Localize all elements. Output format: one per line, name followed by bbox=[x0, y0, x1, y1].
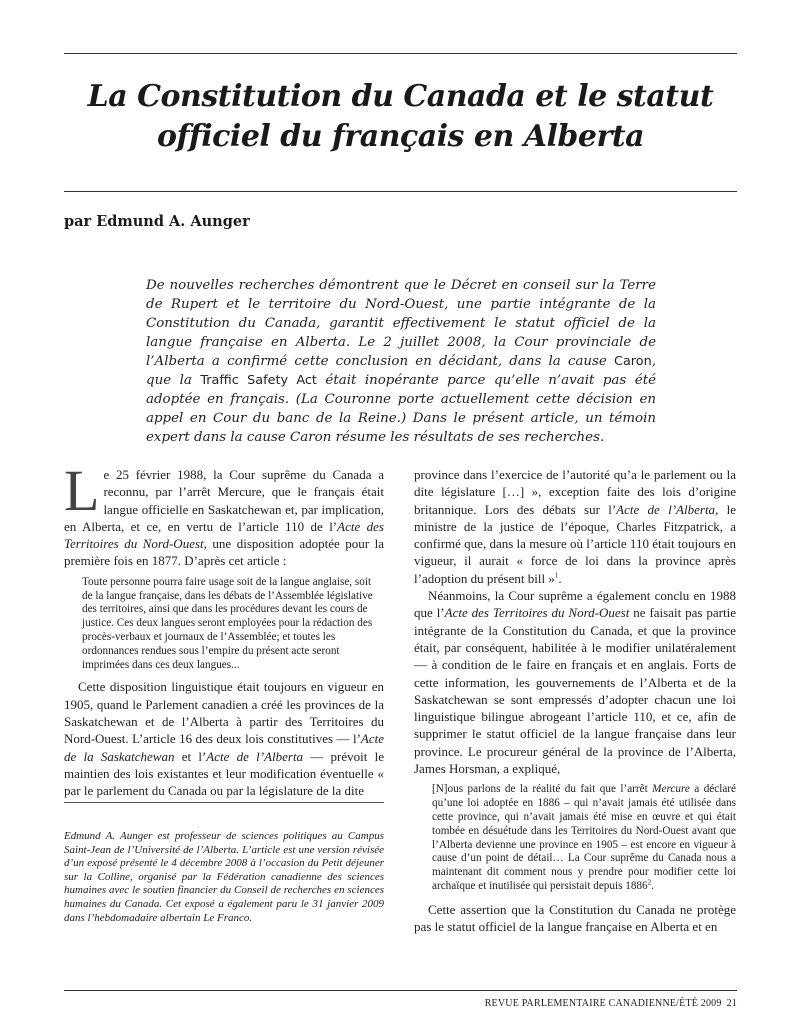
author-bio: Edmund A. Aunger est professeur de sciences politiques au Campus Saint-Jean de l’Université de l’Alberta. L’article est une version révisée d’un exposé présenté le 4 décembre 2008 à l’occasion du Petit déjeuner sur la Colline, organisé par la Fédération canadienne des sciences humaines avec le soutien financier du Conseil de recherches en sciences humaines du Canada. Cet exposé a également paru le 31 janvier 2009 dans l’hebdomadaire albertain Le Franco. bbox=[64, 830, 384, 924]
left-p1-text-b: une disposition adoptée pour la première fois en 1877. D’après cet article : bbox=[64, 536, 385, 569]
abstract-text-1: De nouvelles recherches démontrent que le Décret en conseil sur la Terre de Rupert et le territoire du Nord-Ouest, une partie intégrante de la Constitution du Canada, garantit effectivement le statut officiel de la langue française en Alberta. Le 2 juillet 2008, la Cour provinciale de l’Alberta a confirmé cette conclusion en décidant, dans la cause bbox=[146, 278, 656, 369]
left-column bbox=[64, 458, 385, 799]
abstract-text-3: était inopérante parce qu’elle n’avait pas été adoptée en français. (La Couronne porte actuellement cette décision en appel en Cour du banc de la Reine.) Dans le présent article, un témoin expert dans la cause Caron résume les résultats de ses recherches. bbox=[146, 373, 657, 445]
right-quote-text-b: a déclaré qu’une loi adoptée en 1886 – qui n’avait jamais été utilisée dans cette province, qui n’avait jamais été mise en œuvre et qui était tombée en désuétude dans les Territoires du Nord-Ouest avant que l’Alberta devienne une province en 1905 – est encore en vigueur à cause d’un point de détail… La Cour suprême du Canada nous a maintenant dit comment nous y prendre pour modifier cette loi archaïque et inutilisée qui persistait depuis 1886 bbox=[432, 783, 736, 892]
right-p1-act-title: Acte de l’Alberta bbox=[616, 501, 716, 517]
footer-rule bbox=[64, 990, 737, 991]
right-p2-act-title: Acte des Territoires du Nord-Ouest bbox=[444, 605, 630, 621]
drop-cap: L bbox=[64, 458, 100, 523]
right-p1-end: . bbox=[558, 570, 562, 586]
abstract-act-name: Traffic Safety Act bbox=[200, 373, 317, 388]
right-quote-end: . bbox=[651, 879, 654, 892]
abstract bbox=[146, 276, 656, 447]
right-p2-text-b: ne faisait pas partie intégrante de la Constitution du Canada, et que la province était, par conséquent, habilitée à le modifier unilatéralement — à condition de le faire en français et en anglais. Forts de cette information, les gouvernements de l’Alberta et de la Saskatchewan se sont empressés d’adopter chacun une loi linguistique bilingue abrogeant l’article 110, et ce, afin de supprimer le statut officiel de la langue française dans leur province. Le procureur général de la province de l’Alberta, James Horsman, a expliqué, bbox=[414, 605, 736, 777]
left-p2-text-mid: et l’ bbox=[174, 748, 207, 764]
left-paragraph-2 bbox=[64, 678, 384, 799]
right-p2-text-a: Néanmoins, la Cour suprême a également conclu en 1988 que l’ bbox=[414, 588, 736, 621]
left-block-quote: Toute personne pourra faire usage soit de la langue anglaise, soit de la langue française, dans les débats de l’Assemblée législative des territoires, ainsi que dans les procédures devant les cours de justice. Ces deux langues seront employées pour la rédaction des procès-verbaux et journaux de l’Assemblée; et toutes les ordonnances rendues sous l’empire du présent acte seront imprimées dans ces deux langues... bbox=[82, 575, 373, 671]
left-p1-act-title: Acte des Territoires du Nord-Ouest, bbox=[64, 518, 384, 552]
left-p2-act-alberta: Acte de l’Alberta bbox=[206, 748, 304, 764]
page-footer bbox=[485, 998, 737, 1009]
title-line-2: officiel du français en Alberta bbox=[156, 119, 645, 154]
title-rule bbox=[64, 191, 737, 192]
page-number: 21 bbox=[726, 998, 737, 1009]
right-block-quote bbox=[432, 783, 736, 893]
abstract-case-name: Caron bbox=[614, 354, 652, 369]
journal-name: REVUE PARLEMENTAIRE CANADIENNE/ÉTÉ 2009 bbox=[484, 998, 722, 1009]
right-quote-case: Mercure bbox=[652, 783, 690, 796]
footnote-ref-1: 1 bbox=[554, 571, 559, 580]
byline: par Edmund A. Aunger bbox=[64, 213, 250, 230]
footnote-ref-2: 2 bbox=[647, 878, 652, 887]
right-paragraph-3: Cette assertion que la Constitution du Canada ne protège pas le statut officiel de la langue française en Alberta et en bbox=[414, 901, 736, 935]
footnote-rule bbox=[64, 802, 384, 803]
left-p2-act-saskatchewan: Acte de la Saskatchewan bbox=[64, 731, 384, 764]
top-rule bbox=[64, 53, 737, 54]
article-title bbox=[64, 77, 737, 157]
right-column bbox=[414, 466, 736, 935]
left-p1-text-a: e 25 février 1988, la Cour suprême du Canada a reconnu, par l’arrêt Mercure, que le français était langue officielle en Saskatchewan et, par implication, en Alberta, et ce, en vertu de l’article 110 de l’ bbox=[64, 467, 384, 534]
right-p1-text-a: province dans l’exercice de l’autorité qu’a le parlement ou la dite législature […] », exception faite des lois d’origine britannique. Lors des débats sur l’ bbox=[414, 467, 736, 517]
right-paragraph-2 bbox=[414, 587, 736, 777]
left-paragraph-1 bbox=[64, 458, 385, 570]
left-p2-text-b: — prévoit le maintien des lois existantes et leur modification éventuelle « par le parlement du Canada ou par la législature de la dite bbox=[64, 748, 384, 799]
right-quote-text-a: [N]ous parlons de la réalité du fait que l’arrêt bbox=[432, 783, 653, 796]
left-p2-text-a: Cette disposition linguistique était toujours en vigueur en 1905, quand le Parlement canadien a créé les provinces de la Saskatchewan et de l’Alberta à partir des Territoires du Nord-Ouest. L’article 16 des deux lois constitutives — l’ bbox=[64, 679, 384, 747]
title-line-1: La Constitution du Canada et le statut bbox=[87, 79, 714, 114]
right-p1-text-b: , le ministre de la justice de l’époque, Charles Fitzpatrick, a confirmé que, dans la mesure où l’article 110 était toujours en vigueur, il aurait « force de loi dans la province après l’adoption du présent bill » bbox=[414, 501, 736, 586]
right-paragraph-1 bbox=[414, 466, 736, 587]
abstract-text-2: , que la bbox=[146, 354, 656, 388]
